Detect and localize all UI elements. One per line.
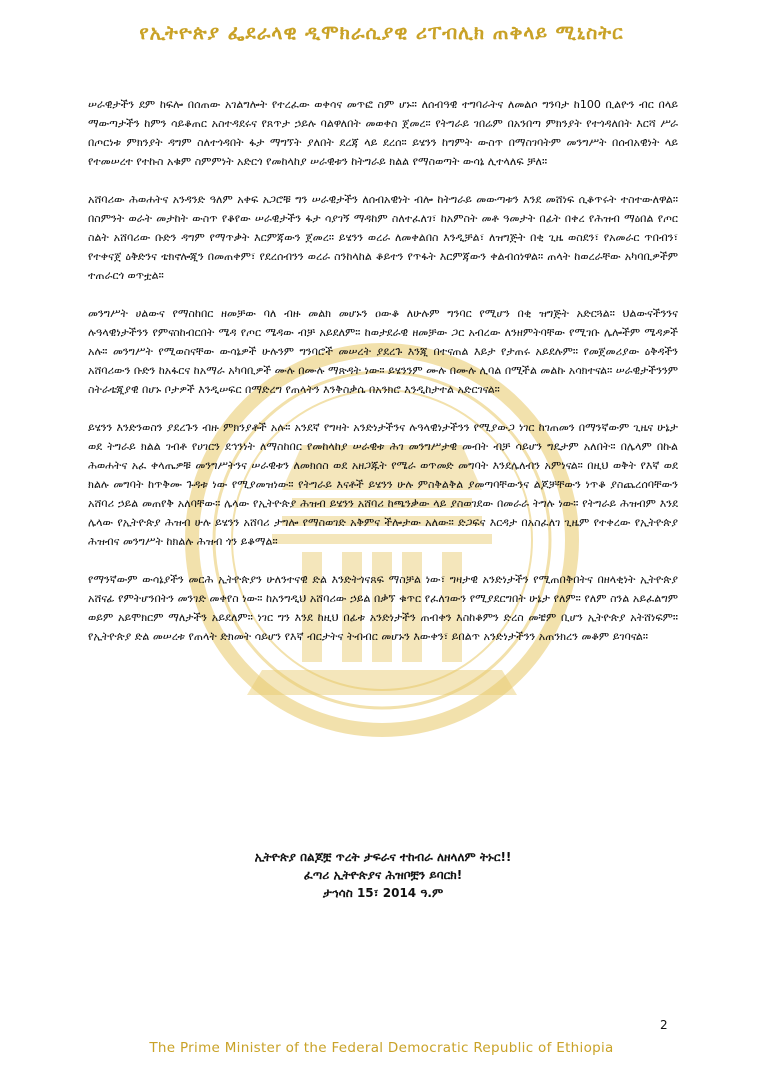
paragraph: የማንኛውም ውሳኔያችን መርሕ ኢትዮጵያን ሁለንተናዊ ድል እንድትጎናጸፍ ማስቻል ነው፣ ግዛታዊ አንድነታችን የሚጠበቅበትና በዘላቂነት ኢትዮጵያ አሸናፊ የምትሆንበትን መንገድ መቀየስ ነው። ከአንግዲህ አሸባሪው ኃይል በቃኘ ቁጥር የፈለገውን የሚያደርግበት ሁኔታ የለም። የለም ስንል አይፈልግም ወይም አይሞክርም ማለታችን አይደለም። ነገር ግን እንደ ከዚህ በፊቱ አንድነታችን ጠብቀን እስከቆምን ድረስ መቼም ቢሆን ኢትዮጵያ አትሸነፍም። የኢትዮጵያ ድል መሠረቱ የጠላት ድክመት ሳይሆን የእኛ ብርታትና ትብብር መሆኑን እውቀን፣ ይበልጥ አንድነታችንን አጠንክረን መቆም ይገባናል። (88, 573, 678, 643)
page-number: 2 (660, 1018, 668, 1032)
closing-blessing: ፈጣሪ ኢትዮጵያና ሕዝቦቿን ይባርክ! (303, 868, 463, 882)
letterhead-footer: The Prime Minister of the Federal Democratic Republic of Ethiopia (149, 1040, 614, 1056)
closing-date: ታኅሳስ 15፣ 2014 ዓ.ም (322, 886, 444, 900)
letter-body (88, 95, 678, 665)
paragraph: ሠራዊታችን ደም ከፍሎ በሰጠው አገልግሎት የተረፈው ወቀሳና መጥፎ ስም ሆኑ። ለሰብዓዊ ተግባራትና ለመልሶ ግንባታ ከ100 ቢልዮን ብር በላይ ማውጣታችን ከምን ሳይቆጠር አስተዳደሩና የጸጥታ ኃይሉ ባልዋለበት መወቀስ ጀመረ። የትግራይ ገበሬም በአንበጣ ምክንያት የተጎዳለበት እርሻ ሥራ በጦርነቱ ምክንያት ዳግም ስለተጎዳበት ፋታ ማግኘት ያለበት ደረጃ ላይ ደረሰ። ይሄንን ከግምት ውስጥ በማስገባትም መንግሥት በሰብአዊነት ላይ የተመሠረተ የተኩስ አቁም ስምምነት አድርጎ የመከላከያ ሠራዊቱን ከትግራይ ክልል የማስወጣት ውሳኔ ሊተላለፍ ቻለ። (88, 98, 678, 168)
paragraph: ይሄንን እንድንወስን ያደረጉን ብዙ ምክንያቶች አሉ። አንደኛ የግዛት አንድነታችንና ሉዓላዊነታችንን የሚያውጋ ነገር ከገጠመን በማንኛውም ጊዜና ሁኔታ ወደ ትግራይ ክልል ገብቶ የሀገርን ደኅንነት ለማስከበር የመከላከያ ሠራዊቱ ሕገ መንግሥታዊ መብት ብቻ ሳይሆን ግዴታም አለበት። በሌላም በኩል ሕወሐትና አፈ ቀላጤዎቹ መንግሥትንና ሠራዊቱን ለመክሰስ ወደ አዘጋጁት የሜራ ወጥመድ መግባት እንደሌለብን አምነናል። በዚህ ወቅት የእኛ ወደ ክልሉ መግባት ከጥቅሙ ጉዳቱ ነው የሚያመዝነው። የትግራይ እናቶች ይሄንን ሁሉ ምስቅልቅል ያመጣባቸውንና ልጆቻቸውን ነጥቆ ያስጨረሰባቸውን አሸባሪ ኃይል መጠየቅ አለባቸው። ሌላው የኢትዮጵያ ሕዝብ ይሄንን አሸባሪ ከጫንቃው ላይ ያስወገደው በመራራ ትግሉ ነው። የትግራይ ሕዝብም እንደ ሌላው የኢትዮጵያ ሕዝብ ሁሉ ይሄንን አሸባሪ ታግሎ የማስወገድ አቅምና ችሎታው አለው። ድጋፍና እርዳታ በአስፈለገ ጊዜም የተቀረው የኢትዮጵያ ሕዝብና መንግሥት ከክልሉ ሕዝብ ጎን ይቆማል። (88, 421, 678, 548)
closing-slogan: ኢትዮጵያ በልጆቿ ጥረት ታፍራና ተከብራ ለዘላለም ትኑር!! (254, 850, 512, 864)
paragraph: መንግሥት ሀልውና የማስከበር ዘመቻው ባለ ብዙ መልክ መሆኑን ዐውቆ ለሁሉም ግንባር የሚሆን በቂ ዝግጅት አድርጓል። ህልውናችንንና ሉዓላዊነታችንን የምናስከብርበት ሜዳ የጦር ሜዳው ብቻ አይደለም። ከወታደራዊ ዘመቻው ጋር አብረው ለንዘምትባቸው የሚገቡ ሌሎችም ሜዳዎች አሉ። መንግሥት የሚወስናቸው ውሳኔዎች ሁሉንም ግንባሮች መሠረት ያደረጉ እንጂ በተናጠል እይታ የታጠሩ አይደሉም። የመጀመሪያው ዕቅዳችን አሸባሪውን ቡድን ከአፋርና ከአማራ አካባቢዎች ሙሉ በሙሉ ማጽዳት ነው። ይሄንንም ሙሉ በሙሉ ሊባል በሚችል መልኩ አሳክተናል። ሠራዊታችንንም ስትራቴጂያዊ በሆኑ ቦታዎች እንዲሠፍር በማድረግ የጠላትን እንቅስቃሴ በአንክሮ እንዲከታተል አድርገናል። (88, 307, 678, 396)
paragraph: አሸባሪው ሕወሐትና አንዳንድ ዓለም አቀፍ አጋሮቹ ግን ሠራዊታችን ለሰብአዊነት ብሎ ከትግራይ መውጣቱን እንደ መሸነፍ ሲቆጥሩት ተስተውለዋል። በስምንት ወራት መታከት ውስጥ የቆየው ሠራዊታችን ፋታ ሳያገኝ ማዳከም ስለተፈለገ፣ ከአምስት መቶ ዓመታት በፊት በቀረ የሕዝብ ማዕበል የጦር ስልት አሸባሪው ቡድን ዳግም የማጥቃት እርምጃውን ጀመረ። ይሄንን ወረራ ለመቀልበስ እንዲቻል፣ ለዝግጅት በቂ ጊዜ ወስደን፣ የአመራር ጥበብን፣ የተቀናጀ ዕቅድንና ቴክኖሎጂን በመጠቀም፣ የደረሰብንን ወረራ ስንከላከል ቆይተን የጥፋት እርምጃውን ቀልብሰነዋል። ጠላት ከወረራቸው አካባቢዎችም ተጠራርጎ ወጥቷል። (88, 193, 678, 282)
letterhead-title: የኢትዮጵያ ፌደራላዊ ዲሞክራሲያዊ ሪፐብሊክ ጠቅላይ ሚኒስትር (139, 22, 624, 44)
closing-block (88, 848, 678, 902)
